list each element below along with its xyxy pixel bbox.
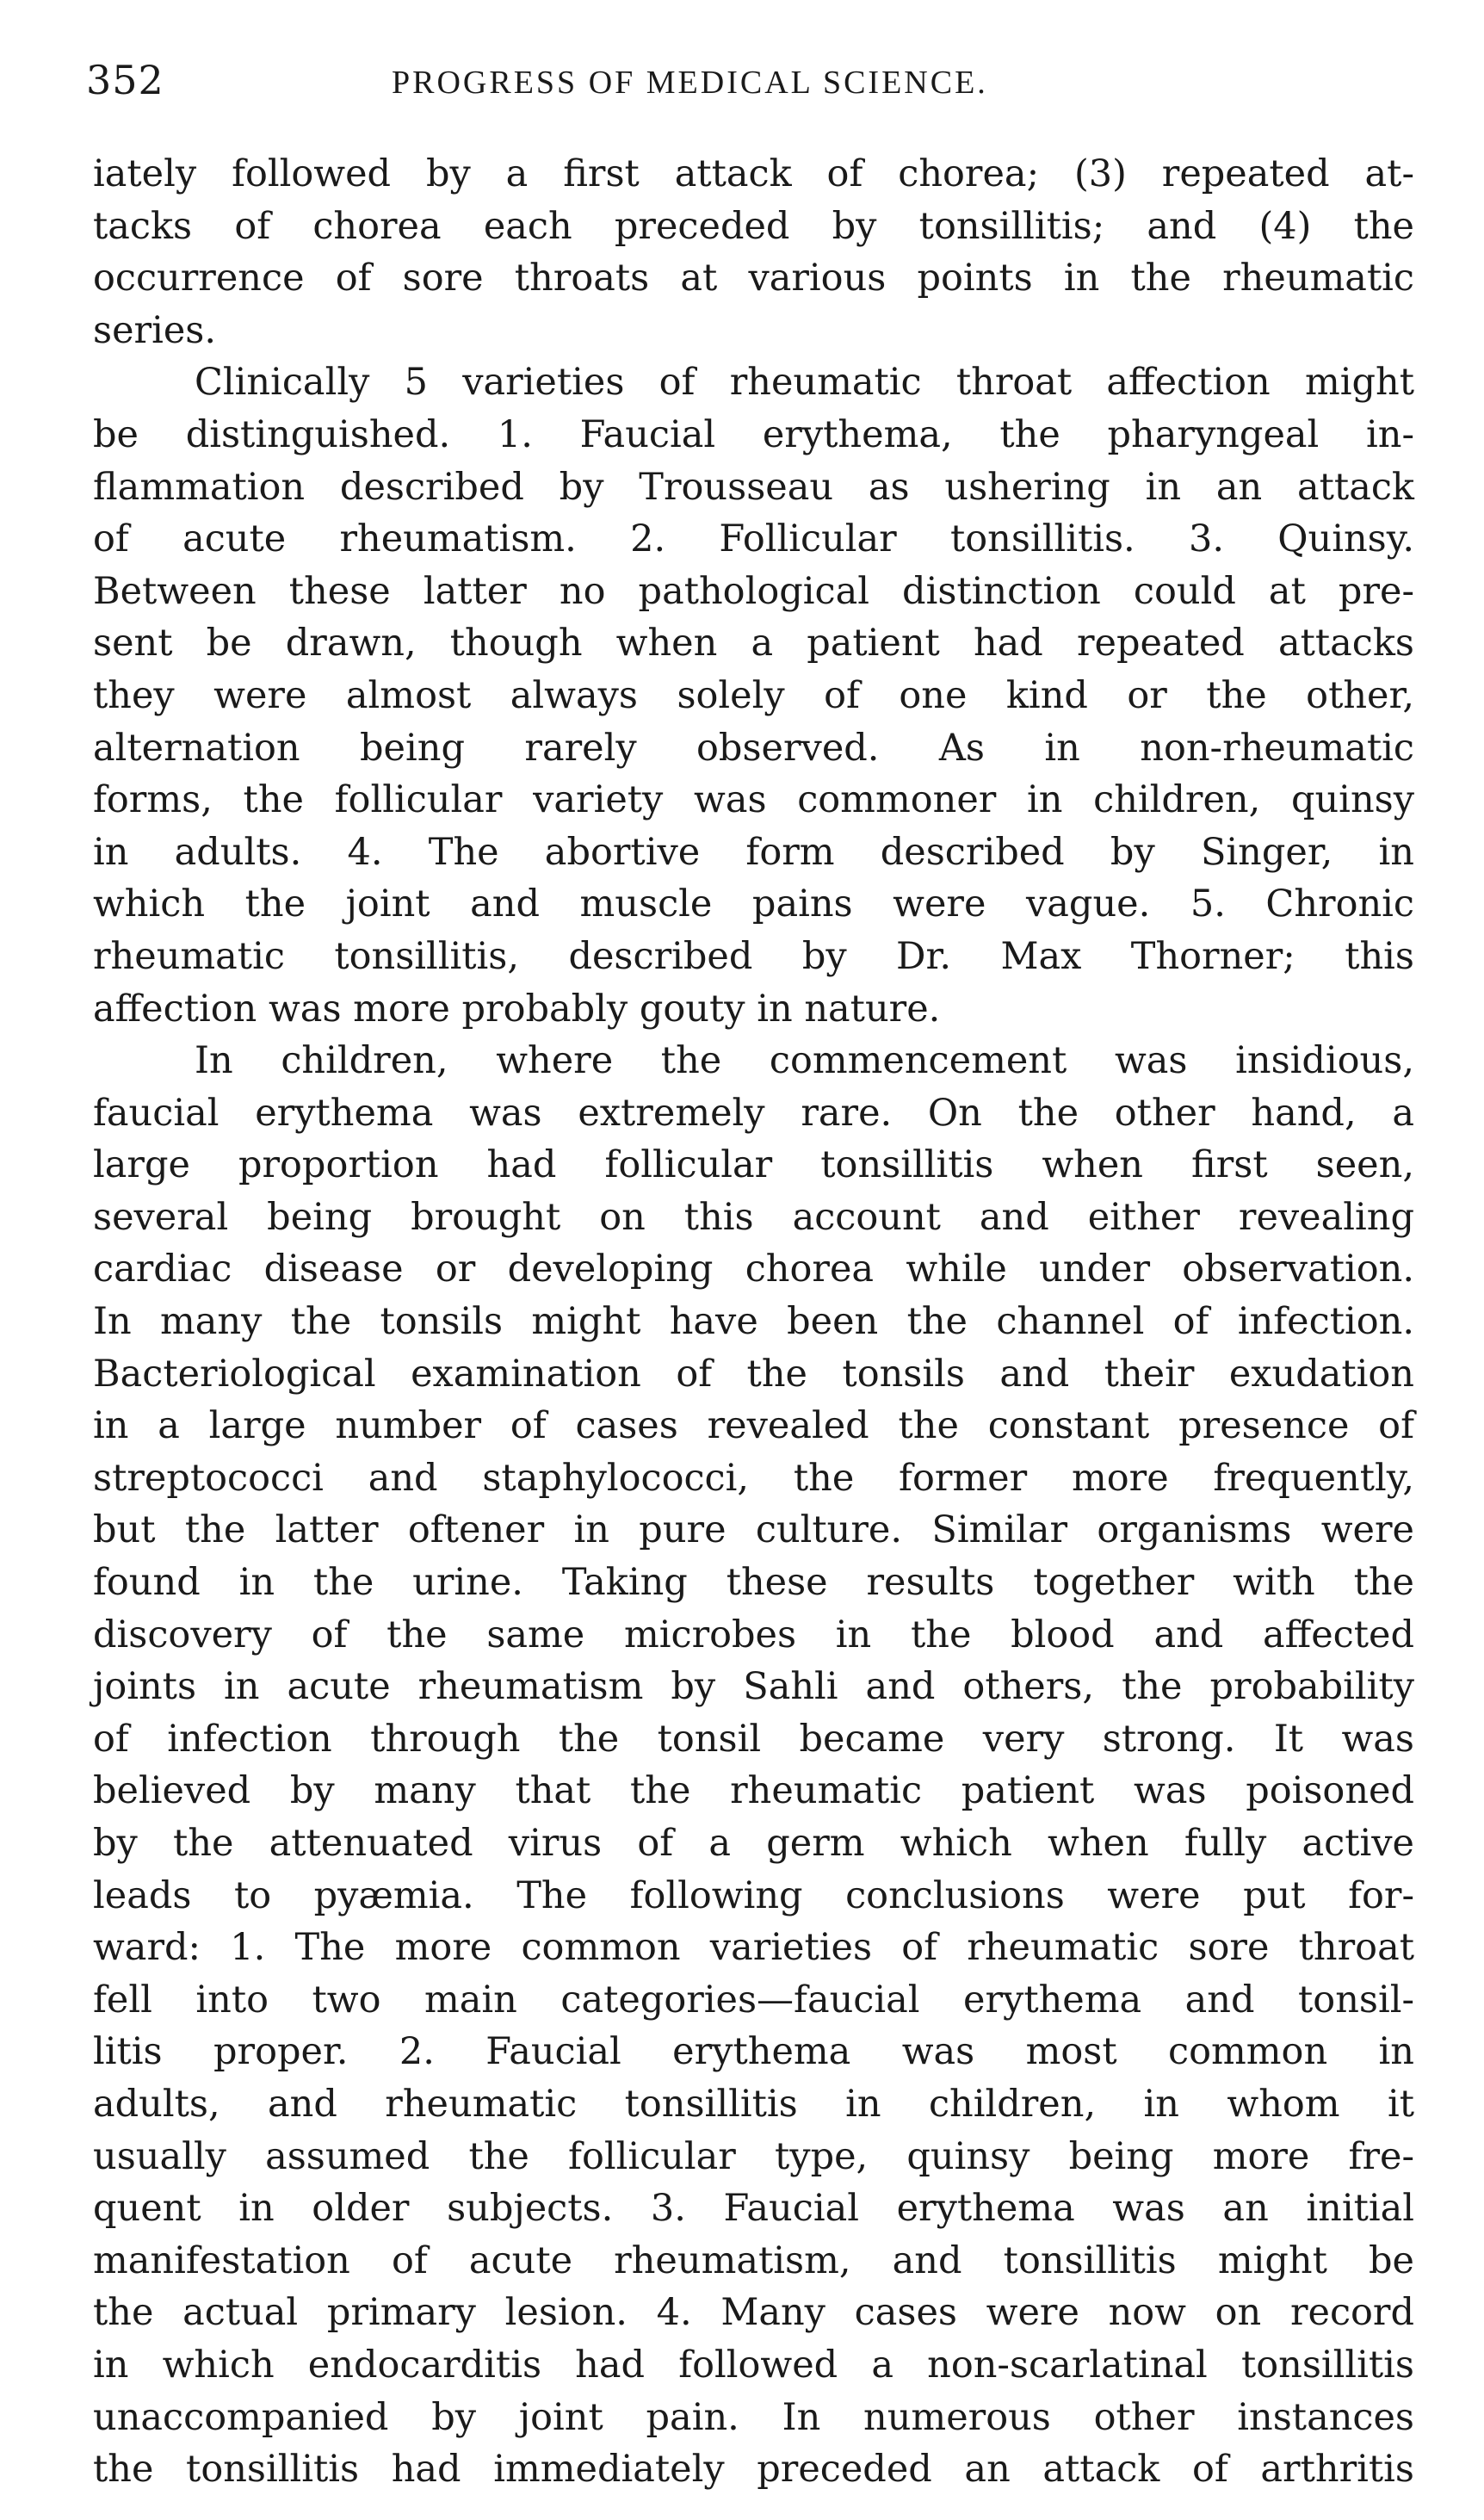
text-line: sent be drawn, though when a patient had repeated attacks xyxy=(93,622,1414,666)
text-line: affection was more probably gouty in nature. xyxy=(93,987,941,1031)
text-line: Clinically 5 varieties of rheumatic throat affection might xyxy=(195,361,1414,405)
text-line: tacks of chorea each preceded by tonsillitis; and (4) the xyxy=(93,204,1414,248)
text-line: of acute rheumatism. 2. Follicular tonsillitis. 3. Quinsy. xyxy=(93,517,1414,561)
text-line: in a large number of cases revealed the constant presence of xyxy=(93,1404,1414,1448)
text-line: large proportion had follicular tonsillitis when first seen, xyxy=(93,1143,1414,1187)
text-line: be distinguished. 1. Faucial erythema, the pharyngeal in- xyxy=(93,412,1414,456)
text-line: the actual primary lesion. 4. Many cases were now on record xyxy=(93,2291,1414,2335)
text-line: but the latter oftener in pure culture. Similar organisms were xyxy=(93,1508,1414,1552)
text-line: alternation being rarely observed. As in non-rheumatic xyxy=(93,726,1414,770)
text-line: flammation described by Trousseau as ushering in an attack xyxy=(93,465,1414,509)
text-line: fell into two main categories—faucial erythema and tonsil- xyxy=(93,1978,1414,2022)
text-line: joints in acute rheumatism by Sahli and others, the probability xyxy=(93,1665,1414,1709)
text-line: iately followed by a first attack of chorea; (3) repeated at- xyxy=(93,152,1414,195)
text-line: of infection through the tonsil became very strong. It was xyxy=(93,1717,1414,1761)
text-line: ward: 1. The more common varieties of rheumatic sore throat xyxy=(93,1926,1414,1970)
text-line: In children, where the commencement was insidious, xyxy=(195,1039,1414,1083)
running-head xyxy=(86,57,1429,117)
page-number: 352 xyxy=(86,57,164,103)
text-line: discovery of the same microbes in the blood and affected xyxy=(93,1613,1414,1656)
text-line: cardiac disease or developing chorea while under observation. xyxy=(93,1248,1414,1291)
running-title: PROGRESS OF MEDICAL SCIENCE. xyxy=(392,65,988,101)
text-line: the tonsillitis had immediately preceded an attack of arthritis xyxy=(93,2448,1414,2492)
text-line: they were almost always solely of one kind or the other, xyxy=(93,673,1414,717)
text-line: quent in older subjects. 3. Faucial erythema was an initial xyxy=(93,2187,1414,2231)
text-line: leads to pyæmia. The following conclusions were put for- xyxy=(93,1873,1414,1917)
text-line: manifestation of acute rheumatism, and tonsillitis might be xyxy=(93,2238,1414,2282)
text-line: several being brought on this account and either revealing xyxy=(93,1195,1414,1239)
text-line: by the attenuated virus of a germ which when fully active xyxy=(93,1822,1414,1865)
text-line: faucial erythema was extremely rare. On the other hand, a xyxy=(93,1091,1414,1135)
text-line: adults, and rheumatic tonsillitis in children, in whom it xyxy=(93,2082,1414,2126)
text-line: occurrence of sore throats at various points in the rheumatic xyxy=(93,257,1414,300)
text-line: rheumatic tonsillitis, described by Dr. Max Thorner; this xyxy=(93,934,1414,978)
text-line: forms, the follicular variety was commoner in children, quinsy xyxy=(93,778,1414,822)
text-line: litis proper. 2. Faucial erythema was most common in xyxy=(93,2030,1414,2074)
text-line: believed by many that the rheumatic patient was poisoned xyxy=(93,1769,1414,1813)
text-line: In many the tonsils might have been the channel of infection. xyxy=(93,1300,1414,1344)
text-line: in which endocarditis had followed a non-scarlatinal tonsillitis xyxy=(93,2343,1414,2387)
text-line: Bacteriological examination of the tonsils and their exudation xyxy=(93,1352,1414,1396)
text-line: series. xyxy=(93,308,217,352)
text-line: found in the urine. Taking these results together with the xyxy=(93,1561,1414,1605)
text-line: usually assumed the follicular type, quinsy being more fre- xyxy=(93,2134,1414,2178)
text-line: in adults. 4. The abortive form described by Singer, in xyxy=(93,830,1414,874)
body-text xyxy=(93,148,1414,2496)
text-line: which the joint and muscle pains were vague. 5. Chronic xyxy=(93,882,1414,926)
text-line: Between these latter no pathological distinction could at pre- xyxy=(93,569,1414,613)
text-line: streptococci and staphylococci, the former more frequently, xyxy=(93,1456,1414,1500)
text-line: unaccompanied by joint pain. In numerous other instances xyxy=(93,2395,1414,2439)
